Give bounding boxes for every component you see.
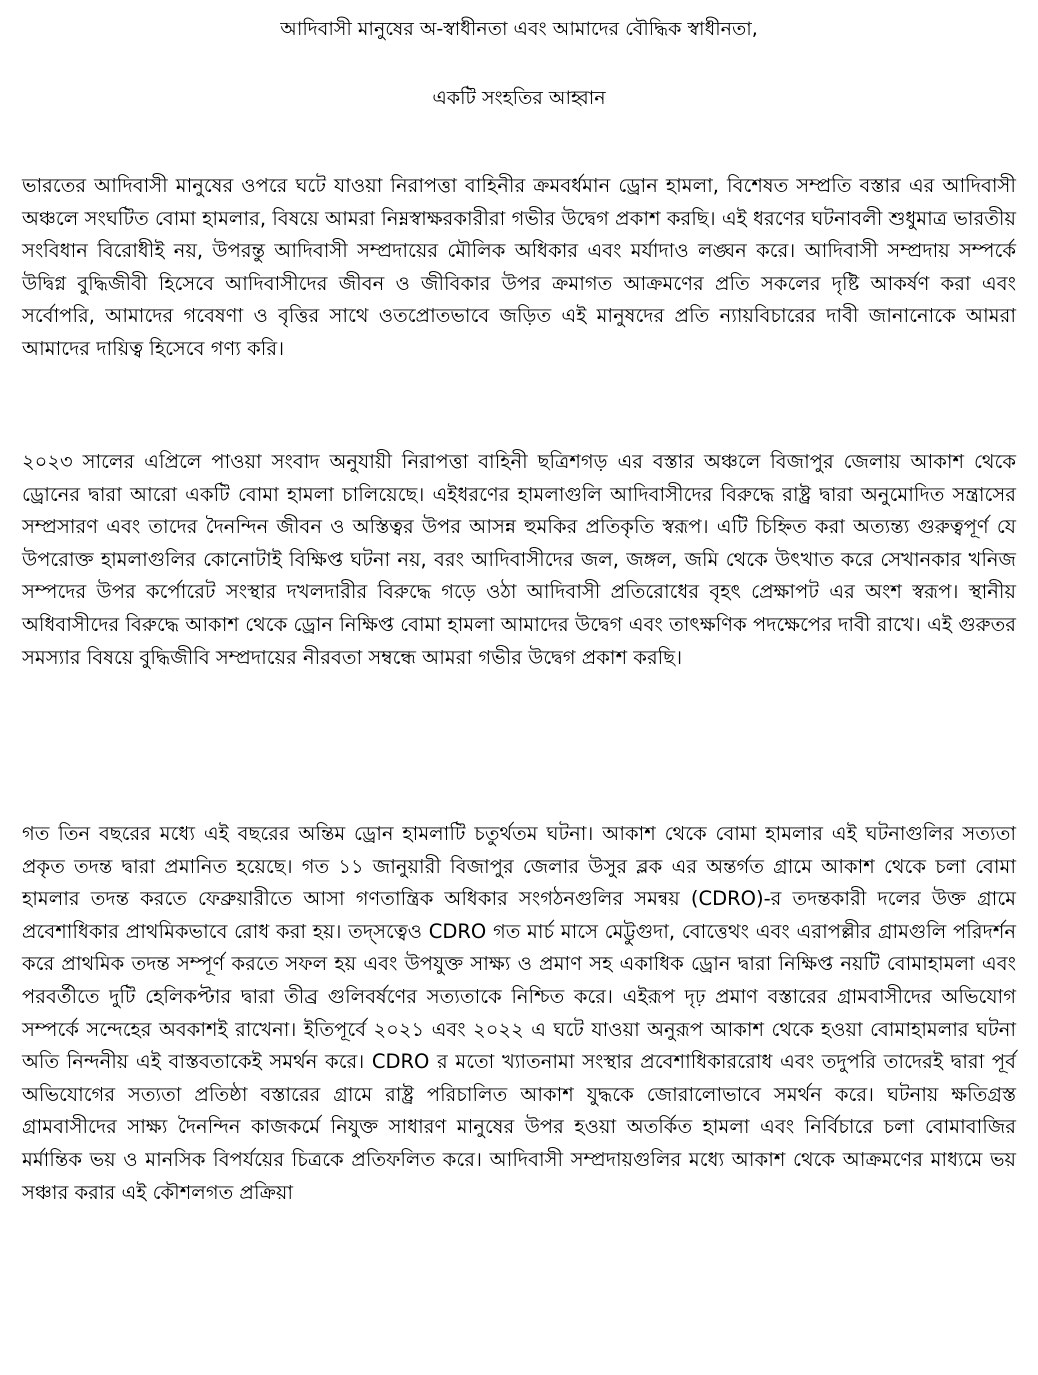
paragraph-3: গত তিন বছরের মধ্যে এই বছরের অন্তিম ড্রোন হামলাটি চতুর্থতম ঘটনা। আকাশ থেকে বোমা হামলার এই ঘটনাগুলির সত্যতা প্রকৃত তদন্ত দ্বারা প্রমানিত হয়েছে। গত ১১ জানুয়ারী বিজাপুর জেলার উসুর ব্লক এর অন্তর্গত গ্রামে আকাশ থেকে চলা বোমা হামলার তদন্ত করতে ফেব্রুয়ারীতে আসা গণতান্ত্রিক অধিকার সংগঠনগুলির সমন্বয় (CDRO)-র তদন্তকারী দলের উক্ত গ্রামে প্রবেশাধিকার প্রাথমিকভাবে রোধ করা হয়। তদ্সত্বেও CDRO গত মার্চ মাসে মেট্টুগুদা, বোত্তেথং এবং এরাপল্লীর গ্রামগুলি পরিদর্শন করে প্রাথমিক তদন্ত সম্পূর্ণ করতে সফল হয় এবং উপযুক্ত সাক্ষ্য ও প্রমাণ সহ একাধিক ড্রোন দ্বারা নিক্ষিপ্ত নয়টি বোমাহামলা এবং পরবর্তীতে দুটি হেলিকপ্টার দ্বারা তীব্র গুলিবর্ষণের সত্যতাকে নিশ্চিত করে। এইরূপ দৃঢ় প্রমাণ বস্তারের গ্রামবাসীদের অভিযোগ সম্পর্কে সন্দেহের অবকাশই রাখেনা। ইতিপূর্বে ২০২১ এবং ২০২২ এ ঘটে যাওয়া অনুরূপ আকাশ থেকে হওয়া বোমাহামলার ঘটনা অতি নিন্দনীয় এই বাস্তবতাকেই সমর্থন করে। CDRO র মতো খ্যাতনামা সংস্থার প্রবেশাধিকাররোধ এবং তদুপরি তাদেরই দ্বারা পূর্ব অভিযোগের সত্যতা প্রতিষ্ঠা বস্তারের গ্রামে রাষ্ট্র পরিচালিত আকাশ যুদ্ধকে জোরালোভাবে সমর্থন করে। ঘটনায় ক্ষতিগ্রস্ত গ্রামবাসীদের সাক্ষ্য দৈনন্দিন কাজকর্মে নিযুক্ত সাধারণ মানুষের উপর হওয়া অতর্কিত হামলা এবং নির্বিচারে চলা বোমাবাজির মর্মান্তিক ভয় ও মানসিক বিপর্যয়ের চিত্রকে প্রতিফলিত করে। আদিবাসী সম্প্রদায়গুলির মধ্যে আকাশ থেকে আক্রমণের মাধ্যমে ভয় সঞ্চার করার এই কৌশলগত প্রক্রিয়া <box>22 822 1016 1204</box>
paragraph-1: ভারতের আদিবাসী মানুষের ওপরে ঘটে যাওয়া নিরাপত্তা বাহিনীর ক্রমবর্ধমান ড্রোন হামলা, বিশেষত সম্প্রতি বস্তার এর আদিবাসী অঞ্চলে সংঘটিত বোমা হামলার, বিষয়ে আমরা নিম্নস্বাক্ষরকারীরা গভীর উদ্বেগ প্রকাশ করছি। এই ধরণের ঘটনাবলী শুধুমাত্র ভারতীয় সংবিধান বিরোধীই নয়, উপরন্তু আদিবাসী সম্প্রদায়ের মৌলিক অধিকার এবং মর্যাদাও লঙ্ঘন করে। আদিবাসী সম্প্রদায় সম্পর্কে উদ্বিগ্ন বুদ্ধিজীবী হিসেবে আদিবাসীদের জীবন ও জীবিকার উপর ক্রমাগত আক্রমণের প্রতি সকলের দৃষ্টি আকর্ষণ করা এবং সর্বোপরি, আমাদের গবেষণা ও বৃত্তির সাথে ওতপ্রোতভাবে জড়িত এই মানুষদের প্রতি ন্যায়বিচারের দাবী জানানোকে আমরা আমাদের দায়িত্ব হিসেবে গণ্য করি। <box>22 174 1016 360</box>
document-subtitle: একটি সংহতির আহ্বান <box>432 87 606 109</box>
paragraph-2: ২০২৩ সালের এপ্রিলে পাওয়া সংবাদ অনুযায়ী নিরাপত্তা বাহিনী ছত্রিশগড় এর বস্তার অঞ্চলে বিজাপুর জেলায় আকাশ থেকে ড্রোনের দ্বারা আরো একটি বোমা হামলা চালিয়েছে। এইধরণের হামলাগুলি আদিবাসীদের বিরুদ্ধে রাষ্ট্র দ্বারা অনুমোদিত সন্ত্রাসের সম্প্রসারণ এবং তাদের দৈনন্দিন জীবন ও অস্তিত্বর উপর আসন্ন হুমকির প্রতিকৃতি স্বরূপ। এটি চিহ্নিত করা অত্যন্ত্য গুরুত্বপূর্ণ যে উপরোক্ত হামলাগুলির কোনোটাই বিক্ষিপ্ত ঘটনা নয়, বরং আদিবাসীদের জল, জঙ্গল, জমি থেকে উৎখাত করে সেখানকার খনিজ সম্পদের উপর কর্পোরেট সংস্থার দখলদারীর বিরুদ্ধে গড়ে ওঠা আদিবাসী প্রতিরোধের বৃহৎ প্রেক্ষাপট এর অংশ স্বরূপ। স্থানীয় অধিবাসীদের বিরুদ্ধে আকাশ থেকে ড্রোন নিক্ষিপ্ত বোমা হামলা আমাদের উদ্বেগ এবং তাৎক্ষণিক পদক্ষেপের দাবী রাখে। এই গুরুতর সমস্যার বিষয়ে বুদ্ধিজীবি সম্প্রদায়ের নীরবতা সম্বন্ধে আমরা গভীর উদ্বেগ প্রকাশ করছি। <box>22 450 1016 669</box>
document-title: আদিবাসী মানুষের অ-স্বাধীনতা এবং আমাদের বৌদ্ধিক স্বাধীনতা, <box>280 18 758 40</box>
